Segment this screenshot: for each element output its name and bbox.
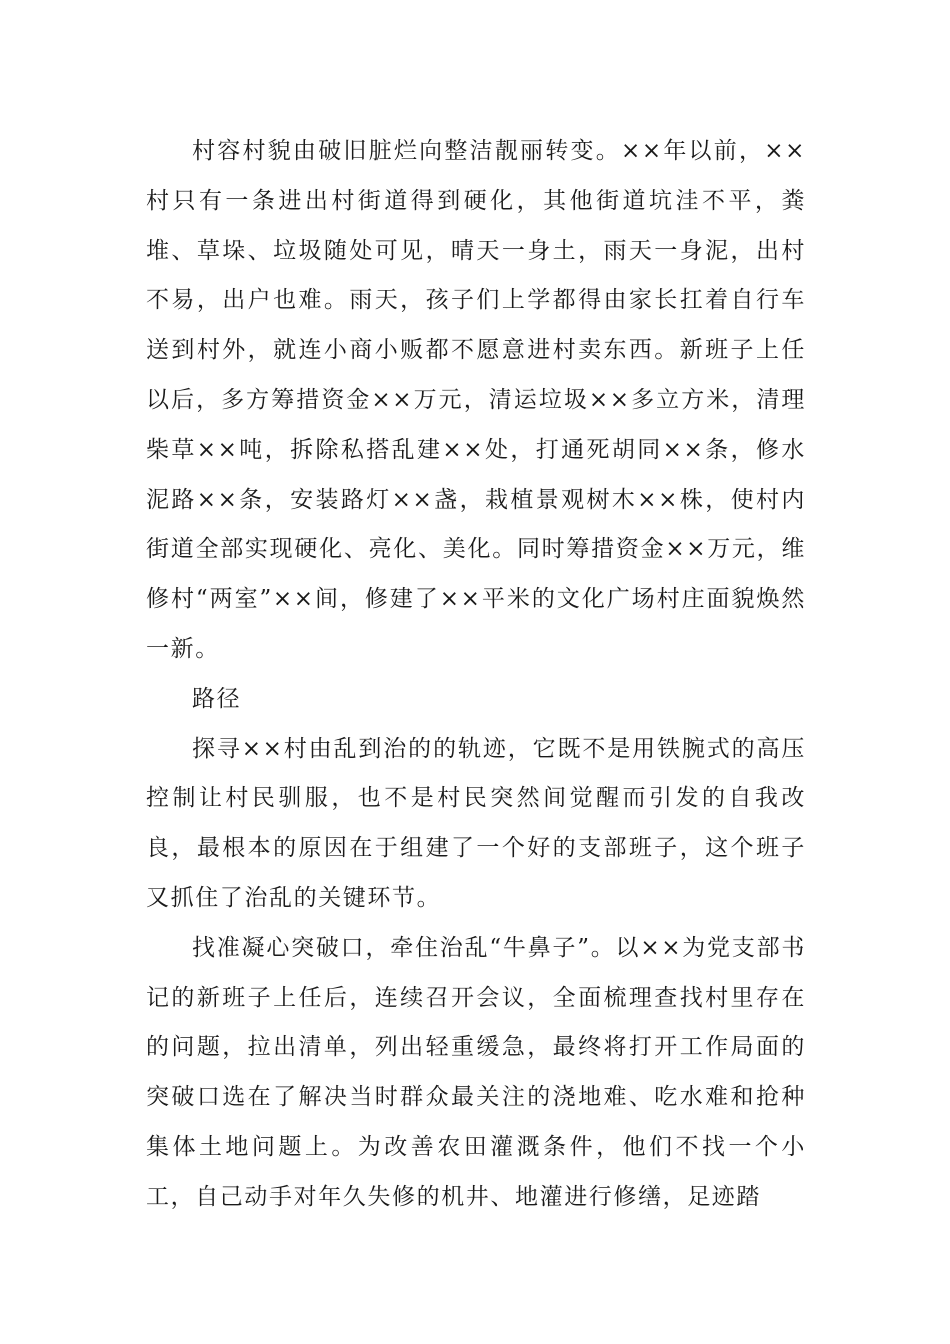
- paragraph-breakthrough: 找准凝心突破口，牵住治乱“牛鼻子”。以××为党支部书记的新班子上任后，连续召开会议，全面梳理查找村里存在的问题，拉出清单，列出轻重缓急，最终将打开工作局面的突破口选在了解决当时群众最关注的浇地难、吃水难和抢种集体土地问题上。为改善农田灌溉条件，他们不找一个小工，自己动手对年久失修的机井、地灌进行修缮，足迹踏: [146, 934, 806, 1210]
- paragraph-path-analysis: 探寻××村由乱到治的的轨迹，它既不是用铁腕式的高压控制让村民驯服，也不是村民突然间觉醒而引发的自我改良，最根本的原因在于组建了一个好的支部班子，这个班子又抓住了治乱的关键环节。: [146, 735, 806, 911]
- section-heading-path: 路径: [192, 685, 242, 712]
- document-body: [146, 127, 806, 1223]
- paragraph-village-appearance: 村容村貌由破旧脏烂向整洁靓丽转变。××年以前，××村只有一条进出村街道得到硬化，其他街道坑洼不平，粪堆、草垛、垃圾随处可见，晴天一身土，雨天一身泥，出村不易，出户也难。雨天，孩子们上学都得由家长扛着自行车送到村外，就连小商小贩都不愿意进村卖东西。新班子上任以后，多方筹措资金××万元，清运垃圾××多立方米，清理柴草××吨，拆除私搭乱建××处，打通死胡同××条，修水泥路××条，安装路灯××盏，栽植景观树木××株，使村内街道全部实现硬化、亮化、美化。同时筹措资金××万元，维修村“两室”××间，修建了××平米的文化广场村庄面貌焕然一新。: [146, 138, 806, 662]
